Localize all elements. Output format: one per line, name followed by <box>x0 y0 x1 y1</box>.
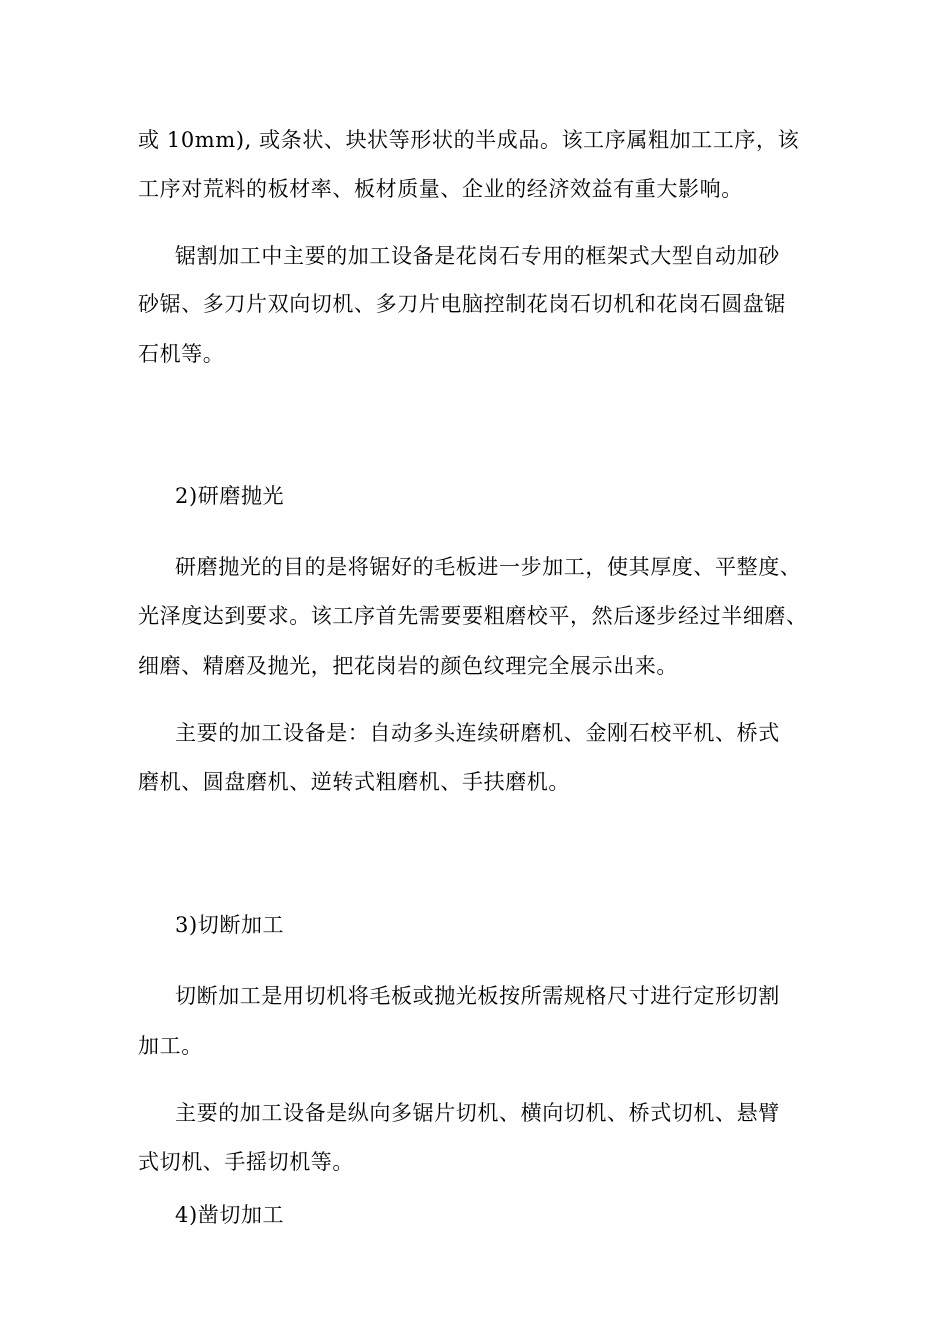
paragraph-line: 加工。 <box>138 1034 203 1058</box>
section-heading: 3)切断加工 <box>175 913 285 937</box>
section-heading: 2)研磨抛光 <box>175 484 285 508</box>
paragraph-line: 砂锯、多刀片双向切机、多刀片电脑控制花岗石切机和花岗石圆盘锯 <box>138 292 786 316</box>
paragraph-line: 光泽度达到要求。该工序首先需要要粗磨校平，然后逐步经过半细磨、 <box>138 604 808 628</box>
paragraph-line: 主要的加工设备是：自动多头连续研磨机、金刚石校平机、桥式 <box>175 721 780 745</box>
paragraph-line: 锯割加工中主要的加工设备是花岗石专用的框架式大型自动加砂 <box>175 244 780 268</box>
paragraph-line: 细磨、精磨及抛光，把花岗岩的颜色纹理完全展示出来。 <box>138 654 678 678</box>
paragraph-line: 研磨抛光的目的是将锯好的毛板进一步加工，使其厚度、平整度、 <box>175 555 802 579</box>
section-heading: 4)凿切加工 <box>175 1203 285 1227</box>
paragraph-line: 式切机、手摇切机等。 <box>138 1150 354 1174</box>
paragraph-line: 或 10mm), 或条状、块状等形状的半成品。该工序属粗加工工序，该 <box>138 128 800 152</box>
paragraph-line: 磨机、圆盘磨机、逆转式粗磨机、手扶磨机。 <box>138 770 570 794</box>
paragraph-line: 石机等。 <box>138 342 225 366</box>
paragraph-line: 切断加工是用切机将毛板或抛光板按所需规格尺寸进行定形切割 <box>175 984 780 1008</box>
paragraph-line: 主要的加工设备是纵向多锯片切机、横向切机、桥式切机、悬臂 <box>175 1101 780 1125</box>
paragraph-line: 工序对荒料的板材率、板材质量、企业的经济效益有重大影响。 <box>138 177 743 201</box>
